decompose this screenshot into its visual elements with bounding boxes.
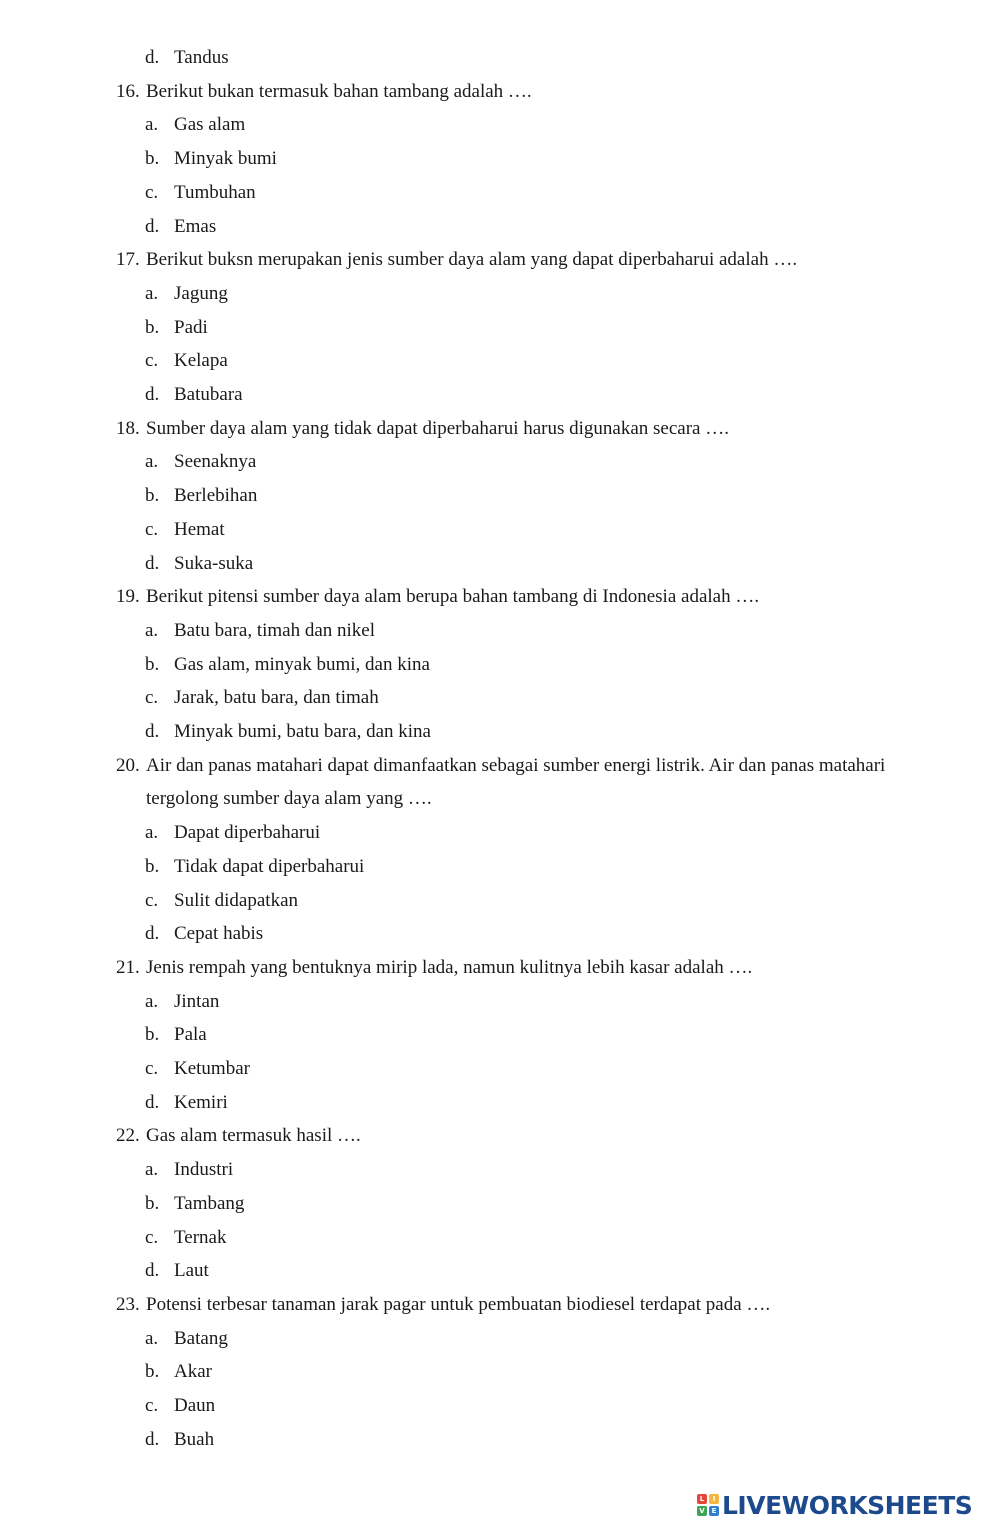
option-text: Ketumbar xyxy=(174,1058,250,1079)
option-letter: d. xyxy=(145,923,160,945)
option-text: Hemat xyxy=(174,518,225,540)
option-text: Dapat diperbaharui xyxy=(174,822,321,844)
option-letter: c. xyxy=(145,1058,159,1079)
option-letter: b. xyxy=(145,653,160,675)
option-text: Daun xyxy=(174,1395,216,1416)
option-text: Tidak dapat diperbaharui xyxy=(174,855,365,877)
option-text: Ternak xyxy=(174,1226,227,1248)
option-letter: c. xyxy=(145,1395,159,1416)
option-text: Minyak bumi, batu bara, dan kina xyxy=(174,721,431,742)
logo-tile-i: I xyxy=(709,1494,719,1504)
option-letter: d. xyxy=(145,384,160,405)
option-text: Laut xyxy=(174,1260,209,1282)
question-number: 21. xyxy=(116,956,140,978)
option-letter: a. xyxy=(145,451,159,473)
option-letter: c. xyxy=(145,350,159,372)
option-letter: d. xyxy=(145,215,160,237)
option-text: Industri xyxy=(174,1159,234,1181)
liveworksheets-logo-icon xyxy=(697,1494,719,1516)
option-letter: a. xyxy=(145,282,159,304)
option-text: Kelapa xyxy=(174,350,228,372)
option-text: Jagung xyxy=(174,282,228,304)
option-letter: b. xyxy=(145,485,160,507)
option-text: Buah xyxy=(174,1428,215,1450)
question-text: Jenis rempah yang bentuknya mirip lada, namun kulitnya lebih kasar adalah …. xyxy=(146,956,753,978)
option-text: Cepat habis xyxy=(174,923,264,945)
option-text: Seenaknya xyxy=(174,451,257,473)
question-number: 16. xyxy=(116,80,140,102)
question-text-continued: tergolong sumber daya alam yang …. xyxy=(146,788,432,810)
option-letter: b. xyxy=(145,148,160,170)
liveworksheets-brand[interactable] xyxy=(697,1488,972,1522)
option-text: Tambang xyxy=(174,1192,245,1214)
question-number: 19. xyxy=(116,586,140,608)
question-text: Air dan panas matahari dapat dimanfaatkan sebagai sumber energi listrik. Air dan panas matahari xyxy=(146,754,886,776)
question-number: 20. xyxy=(116,754,140,776)
question-number: 18. xyxy=(116,417,140,439)
question-text: Berikut pitensi sumber daya alam berupa bahan tambang di Indonesia adalah …. xyxy=(146,586,760,608)
option-text: Padi xyxy=(174,316,208,338)
option-letter: d. xyxy=(145,1428,160,1450)
option-letter: a. xyxy=(145,990,159,1012)
question-text: Berikut buksn merupakan jenis sumber daya alam yang dapat diperbaharui adalah …. xyxy=(146,249,798,271)
question-text: Sumber daya alam yang tidak dapat diperbaharui harus digunakan secara …. xyxy=(146,417,729,439)
option-text: Minyak bumi xyxy=(174,148,277,170)
option-text: Pala xyxy=(174,1024,207,1046)
option-letter: c. xyxy=(145,1226,159,1248)
option-letter: b. xyxy=(145,1192,160,1214)
option-letter: b. xyxy=(145,316,160,338)
option-text: Batang xyxy=(174,1327,228,1349)
option-text: Sulit didapatkan xyxy=(174,889,299,911)
option-letter: a. xyxy=(145,114,159,136)
option-letter: b. xyxy=(145,1024,160,1046)
option-letter: c. xyxy=(145,518,159,540)
brand-name: LIVEWORKSHEETS xyxy=(722,1490,973,1520)
option-letter: d. xyxy=(145,552,160,574)
option-letter: b. xyxy=(145,855,160,877)
option-letter: a. xyxy=(145,1159,159,1181)
option-text: Gas alam, minyak bumi, dan kina xyxy=(174,653,430,675)
option-text: Gas alam xyxy=(174,114,246,136)
option-letter: a. xyxy=(145,822,159,844)
option-text: Tumbuhan xyxy=(174,181,256,203)
question-number: 17. xyxy=(116,249,140,271)
option-text: Tandus xyxy=(174,47,229,68)
option-letter: c. xyxy=(145,181,159,203)
option-text: Emas xyxy=(174,215,217,237)
option-letter: a. xyxy=(145,619,159,641)
option-letter: a. xyxy=(145,1327,159,1349)
question-text: Potensi terbesar tanaman jarak pagar untuk pembuatan biodiesel terdapat pada …. xyxy=(146,1293,771,1315)
logo-tile-e: E xyxy=(709,1506,719,1516)
logo-tile-l: L xyxy=(697,1494,707,1504)
option-letter: d. xyxy=(145,721,160,742)
question-number: 23. xyxy=(116,1293,140,1315)
option-text: Suka-suka xyxy=(174,552,254,574)
option-text: Batubara xyxy=(174,384,243,405)
option-letter: b. xyxy=(145,1361,160,1383)
option-text: Kemiri xyxy=(174,1091,228,1113)
option-text: Berlebihan xyxy=(174,485,258,507)
option-letter: c. xyxy=(145,687,159,709)
option-text: Batu bara, timah dan nikel xyxy=(174,619,376,641)
option-text: Akar xyxy=(174,1361,212,1383)
option-letter: c. xyxy=(145,889,159,911)
option-letter: d. xyxy=(145,47,160,68)
question-text: Gas alam termasuk hasil …. xyxy=(146,1125,361,1147)
question-text: Berikut bukan termasuk bahan tambang adalah …. xyxy=(146,80,532,102)
option-text: Jintan xyxy=(174,990,220,1012)
question-number: 22. xyxy=(116,1125,140,1147)
option-letter: d. xyxy=(145,1260,160,1282)
option-text: Jarak, batu bara, dan timah xyxy=(174,687,379,709)
logo-tile-v: V xyxy=(697,1506,707,1516)
option-letter: d. xyxy=(145,1091,160,1113)
